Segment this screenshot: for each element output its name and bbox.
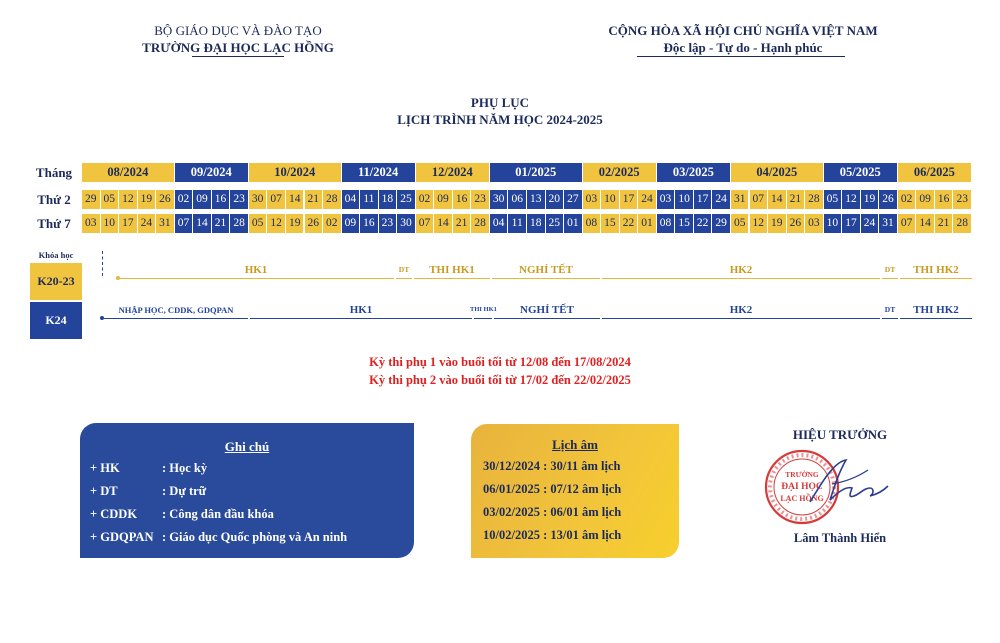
schedule-title: LỊCH TRÌNH NĂM HỌC 2024-2025	[397, 112, 603, 127]
legend-value: : Dự trữ	[162, 484, 207, 498]
month-header: 04/2025	[731, 163, 823, 182]
handwritten-signature	[790, 452, 890, 514]
k24-tet-bar	[494, 318, 600, 319]
saturday-date-cell: 28	[230, 214, 249, 233]
monday-date-cell: 24	[638, 190, 657, 209]
saturday-date-cell: 29	[712, 214, 731, 233]
saturday-date-cell: 12	[267, 214, 286, 233]
legend-key: + GDQPAN	[90, 530, 154, 544]
saturday-date-cell: 02	[323, 214, 342, 233]
saturday-date-cell: 14	[916, 214, 935, 233]
saturday-date-cell: 09	[342, 214, 361, 233]
k20-dt2-label: DT	[884, 265, 896, 274]
saturday-date-cell: 15	[675, 214, 694, 233]
monday-date-cell: 10	[601, 190, 620, 209]
saturday-date-cell: 30	[397, 214, 416, 233]
monday-date-cell: 02	[898, 190, 917, 209]
saturday-date-cell: 01	[564, 214, 583, 233]
monday-row-label: Thứ 2	[37, 192, 71, 207]
saturday-date-cell: 28	[953, 214, 972, 233]
seal-line-1: TRƯỜNG	[785, 470, 819, 479]
header-right-underline	[637, 56, 845, 57]
monday-date-cell: 03	[657, 190, 676, 209]
saturday-date-cell: 05	[249, 214, 268, 233]
k20-dt1-bar	[396, 278, 412, 279]
saturday-date-cell: 17	[119, 214, 138, 233]
k24-orientation-label: NHẬP HỌC, CDDK, GDQPAN	[118, 305, 234, 315]
lunar-item: 30/12/2024 : 30/11 âm lịch	[483, 459, 621, 473]
k24-hk2-bar	[602, 318, 880, 319]
saturday-date-cell: 21	[212, 214, 231, 233]
document-title	[300, 94, 700, 128]
k20-exam1-label: THI HK1	[429, 264, 475, 276]
monday-date-cell: 16	[935, 190, 954, 209]
monday-date-cell: 31	[731, 190, 750, 209]
monday-date-cell: 09	[193, 190, 212, 209]
monday-date-cell: 12	[119, 190, 138, 209]
month-header: 02/2025	[583, 163, 656, 182]
monday-date-cell: 21	[305, 190, 324, 209]
saturday-date-cell: 03	[805, 214, 824, 233]
month-header: 11/2024	[342, 163, 415, 182]
month-header: 05/2025	[824, 163, 897, 182]
saturday-date-cell: 31	[879, 214, 898, 233]
saturday-date-cell: 22	[620, 214, 639, 233]
monday-date-cell: 07	[267, 190, 286, 209]
legend-item	[90, 484, 206, 499]
saturday-row-label: Thứ 7	[37, 216, 71, 231]
national-header	[588, 22, 898, 56]
saturday-date-cell: 24	[861, 214, 880, 233]
month-header: 08/2024	[82, 163, 174, 182]
monday-date-cell: 27	[564, 190, 583, 209]
rector-title: HIỆU TRƯỞNG	[792, 427, 888, 442]
monday-date-cell: 07	[750, 190, 769, 209]
legend-box	[80, 423, 414, 558]
monday-date-cell: 16	[212, 190, 231, 209]
saturday-date-cell: 21	[453, 214, 472, 233]
saturday-date-cell: 01	[638, 214, 657, 233]
makeup-exam-note-1: Kỳ thi phụ 1 vào buổi tối từ 12/08 đến 17/08/2024	[369, 355, 631, 369]
rector-name: Lâm Thành Hiển	[793, 531, 887, 545]
k20-hk2-label: HK2	[729, 264, 753, 276]
saturday-date-cell: 05	[731, 214, 750, 233]
timeline-start-marker	[102, 251, 103, 276]
national-title: CỘNG HÒA XÃ HỘI CHỦ NGHĨA VIỆT NAM	[608, 23, 878, 38]
legend-item	[90, 530, 347, 545]
month-header: 01/2025	[490, 163, 582, 182]
monday-date-cell: 23	[230, 190, 249, 209]
makeup-exam-note-2: Kỳ thi phụ 2 vào buổi tối từ 17/02 đến 22/02/2025	[369, 373, 631, 387]
monday-date-cell: 05	[824, 190, 843, 209]
monday-date-cell: 21	[787, 190, 806, 209]
monday-date-cell: 28	[323, 190, 342, 209]
k20-hk2-bar	[602, 278, 880, 279]
saturday-date-cell: 14	[434, 214, 453, 233]
monday-date-cell: 06	[508, 190, 527, 209]
seal-line-3: LẠC HỒNG	[780, 494, 824, 503]
monday-date-cell: 29	[82, 190, 101, 209]
saturday-date-cell: 11	[508, 214, 527, 233]
saturday-date-cell: 28	[471, 214, 490, 233]
monday-date-cell: 26	[879, 190, 898, 209]
saturday-date-cell: 03	[82, 214, 101, 233]
saturday-date-cell: 26	[787, 214, 806, 233]
monday-date-cell: 23	[953, 190, 972, 209]
lunar-item: 06/01/2025 : 07/12 âm lịch	[483, 482, 622, 496]
saturday-date-cell: 26	[305, 214, 324, 233]
saturday-date-cell: 10	[824, 214, 843, 233]
k24-exam2-bar	[900, 318, 972, 319]
k24-exam1-bar	[474, 318, 492, 319]
monday-date-cell: 24	[712, 190, 731, 209]
monday-date-cell: 18	[379, 190, 398, 209]
saturday-date-cell: 15	[601, 214, 620, 233]
k24-exam1-label: THI HK1	[470, 306, 497, 313]
monday-date-cell: 26	[156, 190, 175, 209]
lunar-calendar-box	[471, 424, 679, 558]
legend-item	[90, 461, 207, 476]
k20-exam1-bar	[414, 278, 490, 279]
saturday-date-cell: 18	[527, 214, 546, 233]
legend-key: + HK	[90, 461, 120, 475]
k24-dt-label: DT	[884, 305, 896, 314]
monday-date-cell: 02	[416, 190, 435, 209]
monday-date-cell: 13	[527, 190, 546, 209]
saturday-date-cell: 07	[898, 214, 917, 233]
saturday-date-cell: 21	[935, 214, 954, 233]
monday-date-cell: 20	[546, 190, 565, 209]
month-header: 10/2024	[249, 163, 341, 182]
monday-date-cell: 14	[286, 190, 305, 209]
legend-item	[90, 507, 274, 522]
month-header: 12/2024	[416, 163, 489, 182]
k20-dt1-label: DT	[398, 265, 410, 274]
k24-orientation-bar	[102, 318, 248, 319]
lunar-item: 03/02/2025 : 06/01 âm lịch	[483, 505, 622, 519]
seal-line-2: ĐẠI HỌC	[781, 482, 823, 492]
k24-exam2-label: THI HK2	[913, 304, 959, 316]
monday-date-cell: 12	[842, 190, 861, 209]
saturday-date-cell: 04	[490, 214, 509, 233]
saturday-date-cell: 23	[379, 214, 398, 233]
lunar-title: Lịch âm	[552, 437, 598, 452]
saturday-date-cell: 08	[583, 214, 602, 233]
monday-date-cell: 09	[916, 190, 935, 209]
header-left-underline	[192, 56, 284, 57]
cohort-k24-badge: K24	[30, 302, 82, 339]
monday-date-cell: 04	[342, 190, 361, 209]
k20-exam2-label: THI HK2	[913, 264, 959, 276]
legend-title: Ghi chú	[224, 439, 270, 454]
saturday-date-cell: 07	[416, 214, 435, 233]
month-row-label: Tháng	[35, 165, 73, 180]
k20-hk1-label: HK1	[244, 264, 268, 276]
legend-value: : Công dân đầu khóa	[162, 507, 274, 521]
legend-key: + DT	[90, 484, 118, 498]
saturday-date-cell: 19	[286, 214, 305, 233]
cohort-k20-badge: K20-23	[30, 263, 82, 300]
national-motto: Độc lập - Tự do - Hạnh phúc	[663, 40, 823, 55]
ministry-header	[108, 22, 368, 56]
monday-date-cell: 05	[101, 190, 120, 209]
monday-date-cell: 19	[861, 190, 880, 209]
saturday-date-cell: 08	[657, 214, 676, 233]
saturday-date-cell: 12	[750, 214, 769, 233]
cohort-column-label: Khóa học	[38, 250, 74, 260]
monday-date-cell: 16	[453, 190, 472, 209]
monday-date-cell: 09	[434, 190, 453, 209]
saturday-date-cell: 24	[138, 214, 157, 233]
monday-date-cell: 30	[490, 190, 509, 209]
saturday-date-cell: 22	[694, 214, 713, 233]
university-name: TRƯỜNG ĐẠI HỌC LẠC HỒNG	[142, 40, 334, 55]
k24-tet-label: NGHỈ TẾT	[520, 304, 574, 316]
saturday-date-cell: 17	[842, 214, 861, 233]
monday-date-cell: 14	[768, 190, 787, 209]
saturday-date-cell: 07	[175, 214, 194, 233]
k20-dt2-bar	[882, 278, 898, 279]
saturday-date-cell: 19	[768, 214, 787, 233]
k24-dt-bar	[882, 318, 898, 319]
monday-date-cell: 03	[583, 190, 602, 209]
k24-hk2-label: HK2	[729, 304, 753, 316]
monday-date-cell: 19	[138, 190, 157, 209]
monday-date-cell: 28	[805, 190, 824, 209]
month-header: 06/2025	[898, 163, 971, 182]
saturday-date-cell: 31	[156, 214, 175, 233]
legend-key: + CDDK	[90, 507, 138, 521]
saturday-date-cell: 10	[101, 214, 120, 233]
monday-date-cell: 10	[675, 190, 694, 209]
saturday-date-cell: 16	[360, 214, 379, 233]
monday-date-cell: 11	[360, 190, 379, 209]
legend-value: : Học kỳ	[162, 461, 208, 475]
monday-date-cell: 17	[694, 190, 713, 209]
k20-hk1-bar	[118, 278, 394, 279]
k20-tet-label: NGHỈ TẾT	[519, 264, 573, 276]
k24-hk1-bar	[250, 318, 472, 319]
month-header: 03/2025	[657, 163, 730, 182]
ministry-name: BỘ GIÁO DỤC VÀ ĐÀO TẠO	[154, 23, 322, 38]
monday-date-cell: 23	[471, 190, 490, 209]
k20-exam2-bar	[900, 278, 972, 279]
saturday-date-cell: 14	[193, 214, 212, 233]
lunar-item: 10/02/2025 : 13/01 âm lịch	[483, 528, 622, 542]
k20-tet-bar	[492, 278, 600, 279]
k24-hk1-label: HK1	[349, 304, 373, 316]
monday-date-cell: 17	[620, 190, 639, 209]
saturday-date-cell: 25	[546, 214, 565, 233]
legend-value: : Giáo dục Quốc phòng và An ninh	[162, 530, 348, 544]
monday-date-cell: 25	[397, 190, 416, 209]
monday-date-cell: 30	[249, 190, 268, 209]
month-header: 09/2024	[175, 163, 248, 182]
appendix-label: PHỤ LỤC	[470, 95, 530, 110]
monday-date-cell: 02	[175, 190, 194, 209]
